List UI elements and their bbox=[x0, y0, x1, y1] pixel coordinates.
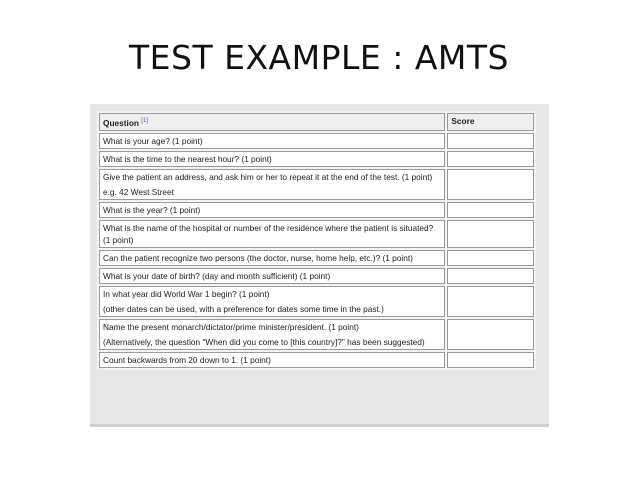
table-row bbox=[99, 286, 534, 317]
table-row bbox=[99, 133, 534, 149]
score-cell bbox=[447, 250, 534, 266]
question-note: e.g. 42 West Street bbox=[103, 186, 174, 197]
header-question bbox=[99, 113, 445, 131]
table-row bbox=[99, 319, 534, 350]
table-row bbox=[99, 169, 534, 200]
score-cell bbox=[447, 286, 534, 317]
header-score: Score bbox=[447, 113, 534, 131]
question-note: (other dates can be used, with a preference for dates some time in the past.) bbox=[103, 303, 384, 314]
question-text: Give the patient an address, and ask him or her to repeat it at the end of the test. (1 point) bbox=[103, 171, 433, 182]
table-row bbox=[99, 151, 534, 167]
slide-title: TEST EXAMPLE : AMTS bbox=[129, 38, 509, 77]
question-cell bbox=[99, 202, 445, 218]
question-cell bbox=[99, 169, 445, 200]
question-text: What is your date of birth? (day and month sufficient) (1 point) bbox=[103, 270, 331, 281]
score-cell bbox=[447, 169, 534, 200]
question-cell bbox=[99, 133, 445, 149]
question-cell bbox=[99, 268, 445, 284]
table-row bbox=[99, 250, 534, 266]
table-row bbox=[99, 268, 534, 284]
frame-bottom-divider bbox=[90, 424, 549, 427]
score-cell bbox=[447, 268, 534, 284]
score-cell bbox=[447, 151, 534, 167]
question-text: Name the present monarch/dictator/prime minister/president. (1 point) bbox=[103, 321, 359, 332]
amts-table bbox=[97, 111, 536, 370]
question-cell bbox=[99, 319, 445, 350]
question-text: What is your age? (1 point) bbox=[103, 135, 203, 146]
table-row bbox=[99, 202, 534, 218]
question-text: In what year did World War 1 begin? (1 point) bbox=[103, 288, 270, 299]
score-cell bbox=[447, 133, 534, 149]
score-cell bbox=[447, 319, 534, 350]
question-cell bbox=[99, 286, 445, 317]
question-text: Can the patient recognize two persons (the doctor, nurse, home help, etc.)? (1 point) bbox=[103, 252, 413, 263]
question-cell bbox=[99, 352, 445, 368]
question-text: What is the time to the nearest hour? (1 point) bbox=[103, 153, 272, 164]
question-cell bbox=[99, 151, 445, 167]
question-cell bbox=[99, 250, 445, 266]
question-text: What is the name of the hospital or number of the residence where the patient is situated? (1 point) bbox=[103, 222, 434, 245]
question-note: (Alternatively, the question "When did you come to [this country]?" has been suggested) bbox=[103, 336, 425, 347]
score-cell bbox=[447, 202, 534, 218]
question-cell bbox=[99, 220, 445, 248]
header-question-label: Question bbox=[103, 117, 139, 128]
score-cell bbox=[447, 352, 534, 368]
question-text: What is the year? (1 point) bbox=[103, 204, 201, 215]
table-row bbox=[99, 220, 534, 248]
score-cell bbox=[447, 220, 534, 248]
question-text: Count backwards from 20 down to 1. (1 point) bbox=[103, 354, 271, 365]
header-reference[interactable]: [1] bbox=[141, 118, 148, 124]
table-header-row bbox=[99, 113, 534, 131]
table-row bbox=[99, 352, 534, 368]
